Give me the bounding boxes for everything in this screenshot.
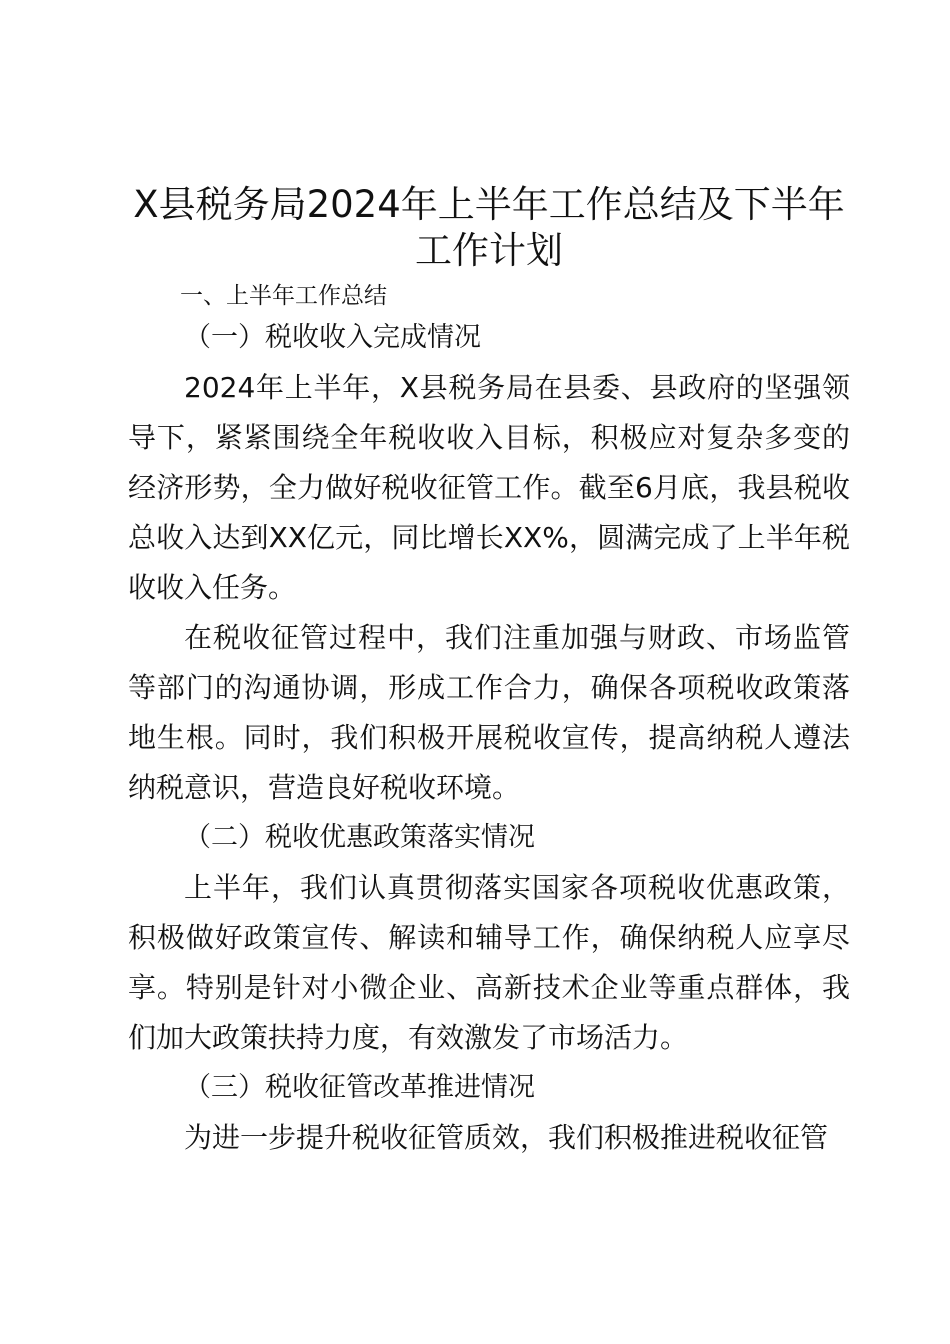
document-page <box>128 182 850 1163</box>
paragraph-4: 为进一步提升税收征管质效，我们积极推进税收征管 <box>184 1121 829 1154</box>
subsection-heading-1: （一）税收收入完成情况 <box>184 322 481 353</box>
document-title: X县税务局2024年上半年工作总结及下半年工作计划 <box>133 183 845 272</box>
section-heading-1: 一、上半年工作总结 <box>180 283 387 309</box>
subsection-heading-2: （二）税收优惠政策落实情况 <box>184 822 535 853</box>
paragraph-2: 在税收征管过程中，我们注重加强与财政、市场监管等部门的沟通协调，形成工作合力，确保各项税收政策落地生根。同时，我们积极开展税收宣传，提高纳税人遵法纳税意识，营造良好税收环境。 <box>128 621 850 804</box>
paragraph-1: 2024年上半年，X县税务局在县委、县政府的坚强领导下，紧紧围绕全年税收收入目标，积极应对复杂多变的经济形势，全力做好税收征管工作。截至6月底，我县税收总收入达到XX亿元，同比增长XX%，圆满完成了上半年税收收入任务。 <box>128 371 850 604</box>
paragraph-3: 上半年，我们认真贯彻落实国家各项税收优惠政策，积极做好政策宣传、解读和辅导工作，确保纳税人应享尽享。特别是针对小微企业、高新技术企业等重点群体，我们加大政策扶持力度，有效激发了市场活力。 <box>128 871 850 1054</box>
subsection-heading-3: （三）税收征管改革推进情况 <box>184 1072 535 1103</box>
